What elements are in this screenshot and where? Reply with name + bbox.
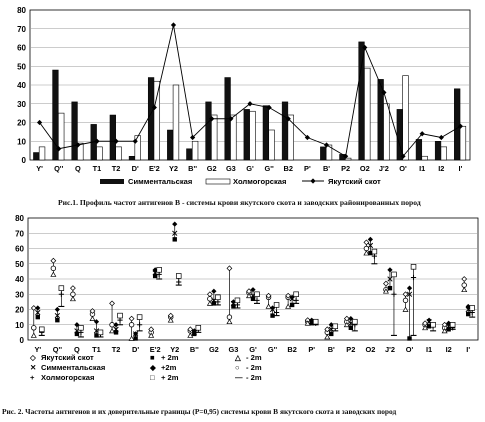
figure1-bar-simmental — [129, 156, 135, 160]
figure1-x-tick-label: E'2 — [148, 164, 160, 173]
figure2-x-tick-label: I2 — [445, 345, 452, 354]
figure1-legend — [100, 177, 381, 186]
figure2-point-yakut — [462, 283, 467, 288]
figure1-bar-kholmogory — [460, 126, 466, 160]
figure1-bar-kholmogory — [58, 113, 64, 160]
figure2-legend — [29, 353, 262, 382]
figure1-bar-kholmogory — [97, 147, 103, 160]
figure2-legend-label: - 2m — [246, 353, 262, 362]
figure1-bar-simmental — [244, 109, 250, 160]
figure2-legend-label: - 2m — [246, 373, 262, 382]
figure1-y-tick-label: 30 — [17, 99, 26, 109]
figure2-legend-label: Симментальская — [41, 363, 106, 372]
figure2-lower-simmental — [173, 237, 177, 241]
figure2-y-tick-label: 30 — [15, 290, 24, 300]
figure2-point-yakut — [51, 266, 56, 271]
figure1-bar-kholmogory — [173, 85, 179, 160]
figure2-legend-symbol: □ — [150, 373, 155, 382]
figure1-bar-simmental — [110, 115, 116, 160]
figure2-lower-simmental — [133, 336, 137, 340]
figure2-y-tick-label: 0 — [19, 336, 24, 345]
figure2-upper-kholmogory — [235, 298, 240, 303]
figure1-bar-kholmogory — [250, 111, 256, 160]
figure2-lower-simmental — [55, 318, 59, 322]
figure1-bar-simmental — [33, 153, 39, 161]
figure2-legend-symbol: ○ — [235, 363, 240, 372]
figure2-legend-symbol: ■ — [150, 353, 155, 362]
figure2-upper-kholmogory — [39, 327, 44, 332]
figure1-bar-simmental — [454, 89, 460, 160]
figure1-bar-simmental — [359, 42, 365, 160]
figure2-point-yakut — [227, 315, 232, 320]
figure2-legend-symbol: + — [30, 373, 35, 382]
figure2-y-tick-labels — [15, 214, 24, 345]
figure2-x-tick-label: G3 — [228, 345, 239, 354]
figure1-caption: Рис.1. Профиль частот антигенов В - системы крови якутского скота и заводских районированных пород — [58, 198, 421, 207]
figure1-bar-kholmogory — [230, 115, 236, 160]
figure2-y-tick-label: 50 — [15, 259, 24, 269]
figure2-x-tick-label: G'' — [267, 345, 278, 354]
figure2-legend-label: Якутский скот — [41, 353, 94, 362]
figure1-x-tick-label: O2 — [359, 164, 370, 173]
figure1-x-tick-label: T2 — [111, 164, 121, 173]
figure1-bar-kholmogory — [384, 104, 390, 160]
figure1-legend-marker-yakut — [310, 178, 315, 183]
figure1-bar-simmental — [167, 130, 173, 160]
figure2-caption: Рис. 2. Частоты антигенов и их доверительные границы (P=0,95) системы крови В якутского скота и заводских пород — [2, 407, 397, 416]
figure1-x-tick-label: P' — [304, 164, 311, 173]
figure2-lower-simmental — [349, 326, 353, 330]
figure1-bar-kholmogory — [192, 141, 198, 160]
figure2-x-tick-label: J'2 — [384, 345, 395, 354]
figure2-lower-simmental — [388, 286, 392, 290]
figure1-y-tick-label: 80 — [17, 6, 26, 15]
figure1-bar-kholmogory — [403, 76, 409, 160]
figure2-x-tick-label: B2 — [287, 345, 297, 354]
figure2-upper-kholmogory — [470, 306, 475, 311]
figure1-y-tick-label: 50 — [17, 62, 26, 72]
figure1-x-tick-label: G'' — [264, 164, 274, 173]
figure2-x-tick-label: T1 — [92, 345, 101, 354]
figure1-y-tick-label: 20 — [17, 118, 26, 128]
figure2-point-yakut — [71, 292, 76, 297]
figure1-bar-kholmogory — [154, 81, 160, 160]
figure1-legend-label-simmental: Симментальская — [128, 177, 193, 186]
figure1-bar-simmental — [435, 141, 441, 160]
figure2-point-yakut — [364, 246, 369, 251]
figure2-x-tick-label: Y2 — [170, 345, 180, 354]
figure1-bar-simmental — [263, 106, 269, 160]
figure2-upper-kholmogory — [450, 322, 455, 327]
figure2-legend-symbol: ◇ — [30, 353, 36, 362]
figure2-legend-symbol: ◆ — [150, 363, 156, 372]
figure2-lower-simmental — [407, 336, 411, 340]
figure2-x-tick-label: O' — [405, 345, 414, 354]
figure1-x-tick-label: P2 — [341, 164, 351, 173]
figure1-bar-kholmogory — [422, 156, 428, 160]
figure1-x-tick-label: B'' — [188, 164, 198, 173]
figure2-lower-simmental — [36, 315, 40, 319]
figure1-legend-label-yakut: Якутский скот — [328, 177, 381, 186]
figure1-x-tick-label: Y2 — [168, 164, 179, 173]
figure1-bar-simmental — [320, 147, 326, 160]
figure1-bar-simmental — [282, 102, 288, 160]
figure1-y-tick-label: 60 — [17, 43, 26, 53]
figure2-upper-kholmogory — [157, 267, 162, 272]
figure2-x-tick-label: D' — [132, 345, 140, 354]
figure2-y-tick-label: 20 — [15, 305, 24, 315]
figure1-x-tick-label: G3 — [225, 164, 236, 173]
figure1-y-tick-label: 10 — [17, 137, 26, 147]
figure1-bar-kholmogory — [345, 158, 351, 160]
figure2-x-tick-label: Y' — [34, 345, 42, 354]
figure1-legend-swatch-simmental — [100, 179, 124, 184]
figure1-x-tick-label: Y' — [36, 164, 43, 173]
figure2-upper-kholmogory — [372, 249, 377, 254]
figure2-x-tick-label: Q'' — [52, 345, 62, 354]
figure2-upper-kholmogory — [411, 264, 416, 269]
figure2-legend-label: Холмогорская — [41, 373, 95, 382]
figure1-bar-simmental — [416, 139, 422, 160]
figure2-y-tick-label: 60 — [15, 244, 24, 254]
figure1-x-tick-label: G' — [246, 164, 254, 173]
figure2-x-tick-label: B'' — [189, 345, 199, 354]
figure2-legend-symbol: — — [235, 373, 243, 382]
figure2-x-tick-label: O2 — [365, 345, 376, 354]
figure2-upper-kholmogory — [176, 274, 181, 279]
figure2-x-tick-label: B' — [327, 345, 335, 354]
figure2-upper-kholmogory — [196, 325, 201, 330]
figure2-point-yakut — [31, 326, 36, 331]
figure2-chart — [0, 212, 485, 402]
figure2-upper-kholmogory — [392, 272, 397, 277]
figure2-point-yakut — [129, 322, 134, 327]
figure2-y-tick-label: 70 — [15, 229, 24, 239]
figure1-x-tick-label: I' — [458, 164, 463, 173]
figure2-legend-label: - 2m — [246, 363, 262, 372]
figure1-y-tick-label: 0 — [21, 156, 26, 165]
figure1-x-tick-label: T1 — [92, 164, 102, 173]
figure1-x-tick-label: Q'' — [54, 164, 64, 173]
figure1-y-tick-label: 70 — [17, 24, 26, 34]
figure1-x-tick-label: Q — [74, 164, 81, 173]
figure1-bar-simmental — [186, 149, 192, 160]
figure2-upper-kholmogory — [274, 303, 279, 308]
figure1-bar-kholmogory — [364, 68, 370, 160]
figure2-x-tick-label: T2 — [111, 345, 121, 354]
figure1-x-tick-label: B2 — [283, 164, 293, 173]
figure1-y-tick-labels — [17, 6, 26, 165]
figure2-lower-simmental — [114, 330, 118, 334]
figure2-legend-label: + 2m — [161, 353, 179, 362]
figure1-legend-swatch-kholmogory — [206, 179, 230, 184]
figure1-x-tick-labels — [36, 164, 462, 173]
figure1-bar-simmental — [206, 102, 212, 160]
figure1-y-tick-label: 40 — [17, 81, 26, 90]
figure1-bar-kholmogory — [441, 147, 447, 160]
figure2-legend-symbol: ✕ — [30, 363, 37, 372]
figure1-bar-kholmogory — [116, 147, 122, 160]
figure2-upper-kholmogory — [215, 295, 220, 300]
figure2-y-tick-label: 10 — [15, 320, 24, 330]
figure2-upper-kholmogory — [255, 292, 260, 297]
figure2-point-yakut — [403, 298, 408, 303]
figure2-x-tick-label: E'2 — [149, 345, 161, 354]
figure2-upper-kholmogory — [333, 324, 338, 329]
figure2-legend-label: + 2m — [161, 373, 179, 382]
figure2-upper-kholmogory — [79, 325, 84, 330]
figure1-x-tick-label: J'2 — [378, 164, 389, 173]
figure2-x-tick-label: I1 — [426, 345, 433, 354]
figure2-x-tick-label: P2 — [346, 345, 356, 354]
figure1-bar-kholmogory — [269, 130, 275, 160]
figure1-x-tick-label: G2 — [206, 164, 217, 173]
figure2-y-tick-label: 80 — [15, 214, 24, 223]
figure1-bar-kholmogory — [211, 115, 217, 160]
figure2-x-tick-label: P' — [308, 345, 316, 354]
figure2-legend-symbol: △ — [235, 353, 241, 362]
figure2-upper-kholmogory — [98, 330, 103, 335]
figure2-upper-kholmogory — [137, 315, 142, 320]
figure2-upper-kholmogory — [59, 286, 64, 291]
figure1-x-tick-label: O' — [399, 164, 407, 173]
figure2-upper-kholmogory — [431, 322, 436, 327]
figure2-upper-kholmogory — [294, 292, 299, 297]
figure1-x-tick-label: I2 — [438, 164, 445, 173]
figure2-upper-kholmogory — [313, 319, 318, 324]
figure1-bar-kholmogory — [39, 147, 45, 160]
figure1-x-tick-label: B' — [322, 164, 331, 173]
figure2-x-tick-label: I' — [466, 345, 471, 354]
figure1-bar-simmental — [72, 102, 78, 160]
figure1-x-tick-label: D' — [131, 164, 139, 173]
figure1-x-tick-label: I1 — [419, 164, 426, 173]
figure1-bar-simmental — [148, 78, 154, 161]
figure2-upper-kholmogory — [118, 313, 123, 318]
figure2-x-tick-label: Q — [74, 345, 80, 354]
figure2-upper-kholmogory — [352, 319, 357, 324]
figure2-y-tick-label: 40 — [15, 275, 24, 284]
figure2-point-yakut — [208, 297, 213, 302]
figure2-legend-label: +2m — [161, 363, 177, 372]
figure1-legend-label-kholmogory: Холмогорская — [233, 177, 287, 186]
figure1-chart — [0, 0, 485, 195]
figure2-x-tick-label: G' — [249, 345, 257, 354]
figure2-x-tick-label: G2 — [208, 345, 219, 354]
figure2-lower-simmental — [329, 332, 333, 336]
